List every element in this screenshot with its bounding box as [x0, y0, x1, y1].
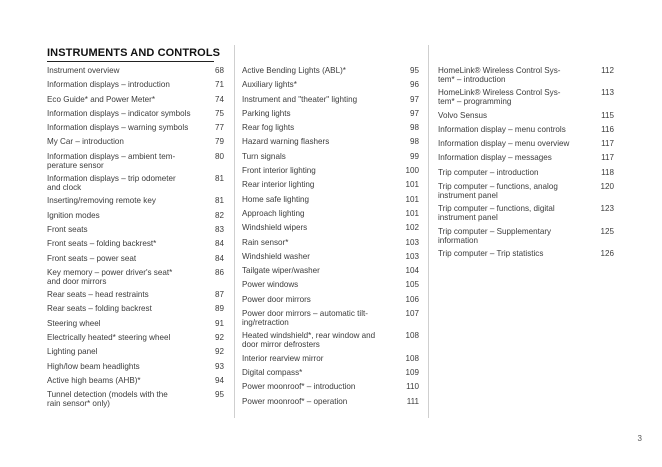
- toc-entry-page: 108: [405, 353, 419, 363]
- toc-entry-page: 101: [405, 208, 419, 218]
- toc-entry[interactable]: [47, 66, 224, 80]
- toc-entry-page: 115: [601, 110, 614, 120]
- toc-entry[interactable]: [47, 390, 224, 412]
- toc-entry[interactable]: [242, 368, 419, 382]
- toc-entry-page: 84: [214, 239, 224, 249]
- toc-entry-page: 68: [214, 66, 224, 75]
- toc-entry[interactable]: [242, 397, 419, 411]
- toc-entry-page: 81: [214, 196, 224, 206]
- toc-entry[interactable]: [242, 309, 419, 331]
- toc-entry-title: Volvo Sensus: [438, 110, 488, 120]
- toc-entry-title: Instrument and "theater" lighting: [242, 94, 358, 104]
- toc-entry[interactable]: [47, 196, 224, 210]
- page-number: 3: [637, 434, 642, 443]
- toc-entry[interactable]: [242, 209, 419, 223]
- toc-entry[interactable]: [242, 109, 419, 123]
- toc-entry-title: HomeLink® Wireless Control Sys- tem* – introduction: [438, 66, 561, 84]
- toc-entry[interactable]: [242, 180, 419, 194]
- toc-entry-page: 77: [214, 123, 224, 133]
- toc-entry-page: 103: [405, 237, 419, 247]
- toc-entry[interactable]: [242, 331, 419, 353]
- toc-entry-page: 106: [405, 294, 419, 304]
- toc-entry[interactable]: [47, 347, 224, 361]
- toc-entry-page: 80: [214, 151, 224, 161]
- toc-entry[interactable]: [47, 319, 224, 333]
- toc-entry-page: 103: [405, 251, 419, 261]
- toc-entry-title: Trip computer – Supplementary information: [438, 226, 552, 245]
- toc-entry-title: Heated windshield*, rear window and door mirror defrosters: [242, 331, 376, 350]
- toc-entry-page: 84: [214, 253, 224, 263]
- toc-entry-page: 101: [405, 180, 419, 190]
- toc-entry[interactable]: [438, 249, 614, 263]
- toc-entry-page: 86: [214, 267, 224, 277]
- toc-column-1: [47, 66, 224, 413]
- toc-entry-title: Windshield wipers: [242, 223, 308, 233]
- toc-entry[interactable]: [438, 153, 614, 167]
- toc-entry-title: HomeLink® Wireless Control Sys- tem* – programming: [438, 88, 561, 107]
- toc-entry-title: Active high beams (AHB)*: [47, 375, 141, 385]
- toc-entry[interactable]: [438, 182, 614, 204]
- toc-entry-page: 98: [409, 137, 419, 147]
- toc-entry-page: 99: [409, 151, 419, 161]
- toc-entry-title: My Car – introduction: [47, 137, 124, 147]
- toc-entry-title: Inserting/removing remote key: [47, 196, 156, 206]
- toc-entry[interactable]: [47, 290, 224, 304]
- toc-entry-page: 97: [409, 94, 419, 104]
- toc-entry-page: 112: [601, 66, 614, 75]
- toc-entry-page: 117: [601, 153, 614, 163]
- toc-entry[interactable]: [242, 354, 419, 368]
- toc-entry-page: 71: [214, 80, 224, 90]
- toc-entry[interactable]: [438, 125, 614, 139]
- toc-entry-title: Hazard warning flashers: [242, 137, 330, 147]
- toc-entry-page: 74: [214, 94, 224, 104]
- toc-entry-title: Front seats – folding backrest*: [47, 239, 157, 249]
- toc-entry-title: Information displays – introduction: [47, 80, 170, 90]
- toc-entry[interactable]: [438, 227, 614, 249]
- toc-entry-page: 97: [409, 108, 419, 118]
- toc-entry[interactable]: [438, 204, 614, 226]
- toc-entry-title: Eco Guide* and Power Meter*: [47, 94, 155, 104]
- toc-column-2: [242, 66, 419, 411]
- toc-entry-title: Trip computer – functions, analog instrument panel: [438, 182, 558, 201]
- toc-entry-page: 79: [214, 137, 224, 147]
- section-heading: INSTRUMENTS AND CONTROLS: [47, 47, 221, 59]
- toc-entry-title: Rear interior lighting: [242, 180, 315, 190]
- toc-entry[interactable]: [242, 152, 419, 166]
- toc-entry-title: Trip computer – introduction: [438, 167, 539, 177]
- toc-entry[interactable]: [438, 168, 614, 182]
- toc-entry[interactable]: [242, 195, 419, 209]
- toc-entry-title: Power door mirrors: [242, 294, 311, 304]
- toc-entry-page: 104: [405, 266, 419, 276]
- toc-entry[interactable]: [242, 238, 419, 252]
- toc-entry[interactable]: [242, 223, 419, 237]
- toc-entry[interactable]: [47, 254, 224, 268]
- toc-entry-page: 107: [405, 309, 419, 319]
- toc-entry-title: Rear fog lights: [242, 123, 295, 133]
- toc-entry-title: Information displays – indicator symbols: [47, 108, 191, 118]
- heading-underline: [47, 61, 214, 62]
- toc-entry[interactable]: [242, 123, 419, 137]
- toc-entry-page: 123: [600, 204, 614, 214]
- toc-entry-title: Information display – menu overview: [438, 139, 570, 149]
- toc-entry-page: 126: [600, 248, 614, 258]
- toc-entry[interactable]: [47, 137, 224, 151]
- toc-entry-title: Steering wheel: [47, 318, 101, 328]
- toc-entry[interactable]: [242, 166, 419, 180]
- toc-entry-title: Information display – menu controls: [438, 124, 566, 134]
- toc-entry-title: Rear seats – folding backrest: [47, 304, 152, 314]
- toc-entry-page: 113: [601, 88, 614, 98]
- toc-entry[interactable]: [242, 280, 419, 294]
- toc-entry-title: Windshield washer: [242, 251, 310, 261]
- toc-entry-page: 75: [214, 108, 224, 118]
- toc-entry[interactable]: [242, 66, 419, 80]
- toc-entry[interactable]: [242, 252, 419, 266]
- toc-entry-title: Power door mirrors – automatic tilt- ing/retraction: [242, 309, 368, 328]
- toc-entry[interactable]: [242, 95, 419, 109]
- column-divider: [428, 45, 429, 418]
- toc-entry-page: 98: [409, 123, 419, 133]
- toc-entry-title: Ignition modes: [47, 210, 100, 220]
- toc-entry-page: 120: [600, 182, 614, 192]
- toc-entry-page: 109: [405, 367, 419, 377]
- toc-entry-title: Power windows: [242, 280, 299, 290]
- toc-entry[interactable]: [47, 304, 224, 318]
- toc-entry-page: 111: [406, 396, 419, 406]
- toc-entry-title: Information display – messages: [438, 153, 552, 163]
- toc-entry-page: 116: [601, 124, 614, 134]
- toc-entry[interactable]: [47, 123, 224, 137]
- toc-entry[interactable]: [47, 268, 224, 290]
- toc-entry-page: 91: [214, 318, 224, 328]
- toc-entry-title: Interior rearview mirror: [242, 353, 324, 363]
- toc-entry-page: 95: [214, 390, 224, 400]
- toc-entry[interactable]: [438, 111, 614, 125]
- toc-entry-title: Front seats: [47, 224, 88, 234]
- toc-entry-page: 101: [405, 194, 419, 204]
- toc-entry-title: Instrument overview: [47, 66, 120, 75]
- toc-entry-title: Lighting panel: [47, 347, 98, 357]
- toc-entry[interactable]: [47, 333, 224, 347]
- toc-entry-title: Active Bending Lights (ABL)*: [242, 66, 346, 75]
- toc-entry-page: 125: [600, 226, 614, 236]
- toc-entry[interactable]: [47, 109, 224, 123]
- toc-entry[interactable]: [47, 80, 224, 94]
- toc-entry[interactable]: [242, 80, 419, 94]
- toc-entry-page: 118: [601, 167, 614, 177]
- toc-entry-title: Information displays – warning symbols: [47, 123, 189, 133]
- toc-entry-title: Parking lights: [242, 108, 291, 118]
- toc-entry-title: Front seats – power seat: [47, 253, 137, 263]
- toc-entry-title: Rain sensor*: [242, 237, 289, 247]
- toc-entry[interactable]: [438, 66, 614, 88]
- toc-entry-page: 105: [405, 280, 419, 290]
- toc-entry[interactable]: [438, 88, 614, 110]
- toc-entry-title: Power moonroof* – operation: [242, 396, 348, 406]
- toc-entry-page: 102: [405, 223, 419, 233]
- toc-entry-page: 81: [214, 174, 224, 184]
- toc-entry-page: 93: [214, 361, 224, 371]
- toc-entry-title: Digital compass*: [242, 367, 303, 377]
- toc-entry-title: Home safe lighting: [242, 194, 310, 204]
- toc-entry-page: 95: [409, 66, 419, 75]
- toc-entry-page: 82: [214, 210, 224, 220]
- toc-entry-title: High/low beam headlights: [47, 361, 140, 371]
- toc-entry[interactable]: [242, 382, 419, 396]
- toc-entry-page: 110: [406, 382, 419, 392]
- toc-entry-title: Front interior lighting: [242, 166, 316, 176]
- toc-entry-title: Key memory – power driver's seat* and door mirrors: [47, 267, 173, 286]
- toc-entry[interactable]: [47, 174, 224, 196]
- toc-entry-page: 87: [214, 290, 224, 300]
- toc-entry[interactable]: [47, 211, 224, 225]
- toc-entry-title: Turn signals: [242, 151, 286, 161]
- toc-entry-title: Auxiliary lights*: [242, 80, 297, 90]
- toc-entry-page: 89: [214, 304, 224, 314]
- toc-entry-page: 100: [405, 166, 419, 176]
- toc-entry-page: 96: [409, 80, 419, 90]
- toc-entry-page: 92: [214, 347, 224, 357]
- toc-entry[interactable]: [242, 137, 419, 151]
- toc-entry[interactable]: [47, 362, 224, 376]
- toc-entry-page: 108: [405, 331, 419, 341]
- toc-entry-page: 117: [601, 139, 614, 149]
- toc-entry-title: Information displays – ambient tem- perature sensor: [47, 151, 176, 170]
- column-divider: [234, 45, 235, 418]
- toc-entry[interactable]: [242, 266, 419, 280]
- toc-entry-title: Power moonroof* – introduction: [242, 382, 356, 392]
- toc-entry-title: Tunnel detection (models with the rain sensor* only): [47, 390, 168, 409]
- toc-entry-page: 83: [214, 224, 224, 234]
- toc-entry[interactable]: [47, 225, 224, 239]
- toc-entry-title: Trip computer – Trip statistics: [438, 248, 544, 258]
- toc-entry-page: 94: [214, 375, 224, 385]
- toc-entry[interactable]: [438, 139, 614, 153]
- toc-entry-title: Information displays – trip odometer and clock: [47, 174, 176, 193]
- toc-entry[interactable]: [242, 295, 419, 309]
- toc-entry[interactable]: [47, 95, 224, 109]
- toc-entry-title: Electrically heated* steering wheel: [47, 333, 171, 343]
- toc-entry-title: Rear seats – head restraints: [47, 290, 149, 300]
- toc-entry[interactable]: [47, 239, 224, 253]
- toc-entry-title: Approach lighting: [242, 208, 305, 218]
- toc-entry[interactable]: [47, 376, 224, 390]
- toc-column-3: [438, 66, 614, 263]
- toc-entry-title: Trip computer – functions, digital instrument panel: [438, 204, 555, 223]
- toc-entry-page: 92: [214, 333, 224, 343]
- toc-entry[interactable]: [47, 152, 224, 174]
- toc-entry-title: Tailgate wiper/washer: [242, 266, 320, 276]
